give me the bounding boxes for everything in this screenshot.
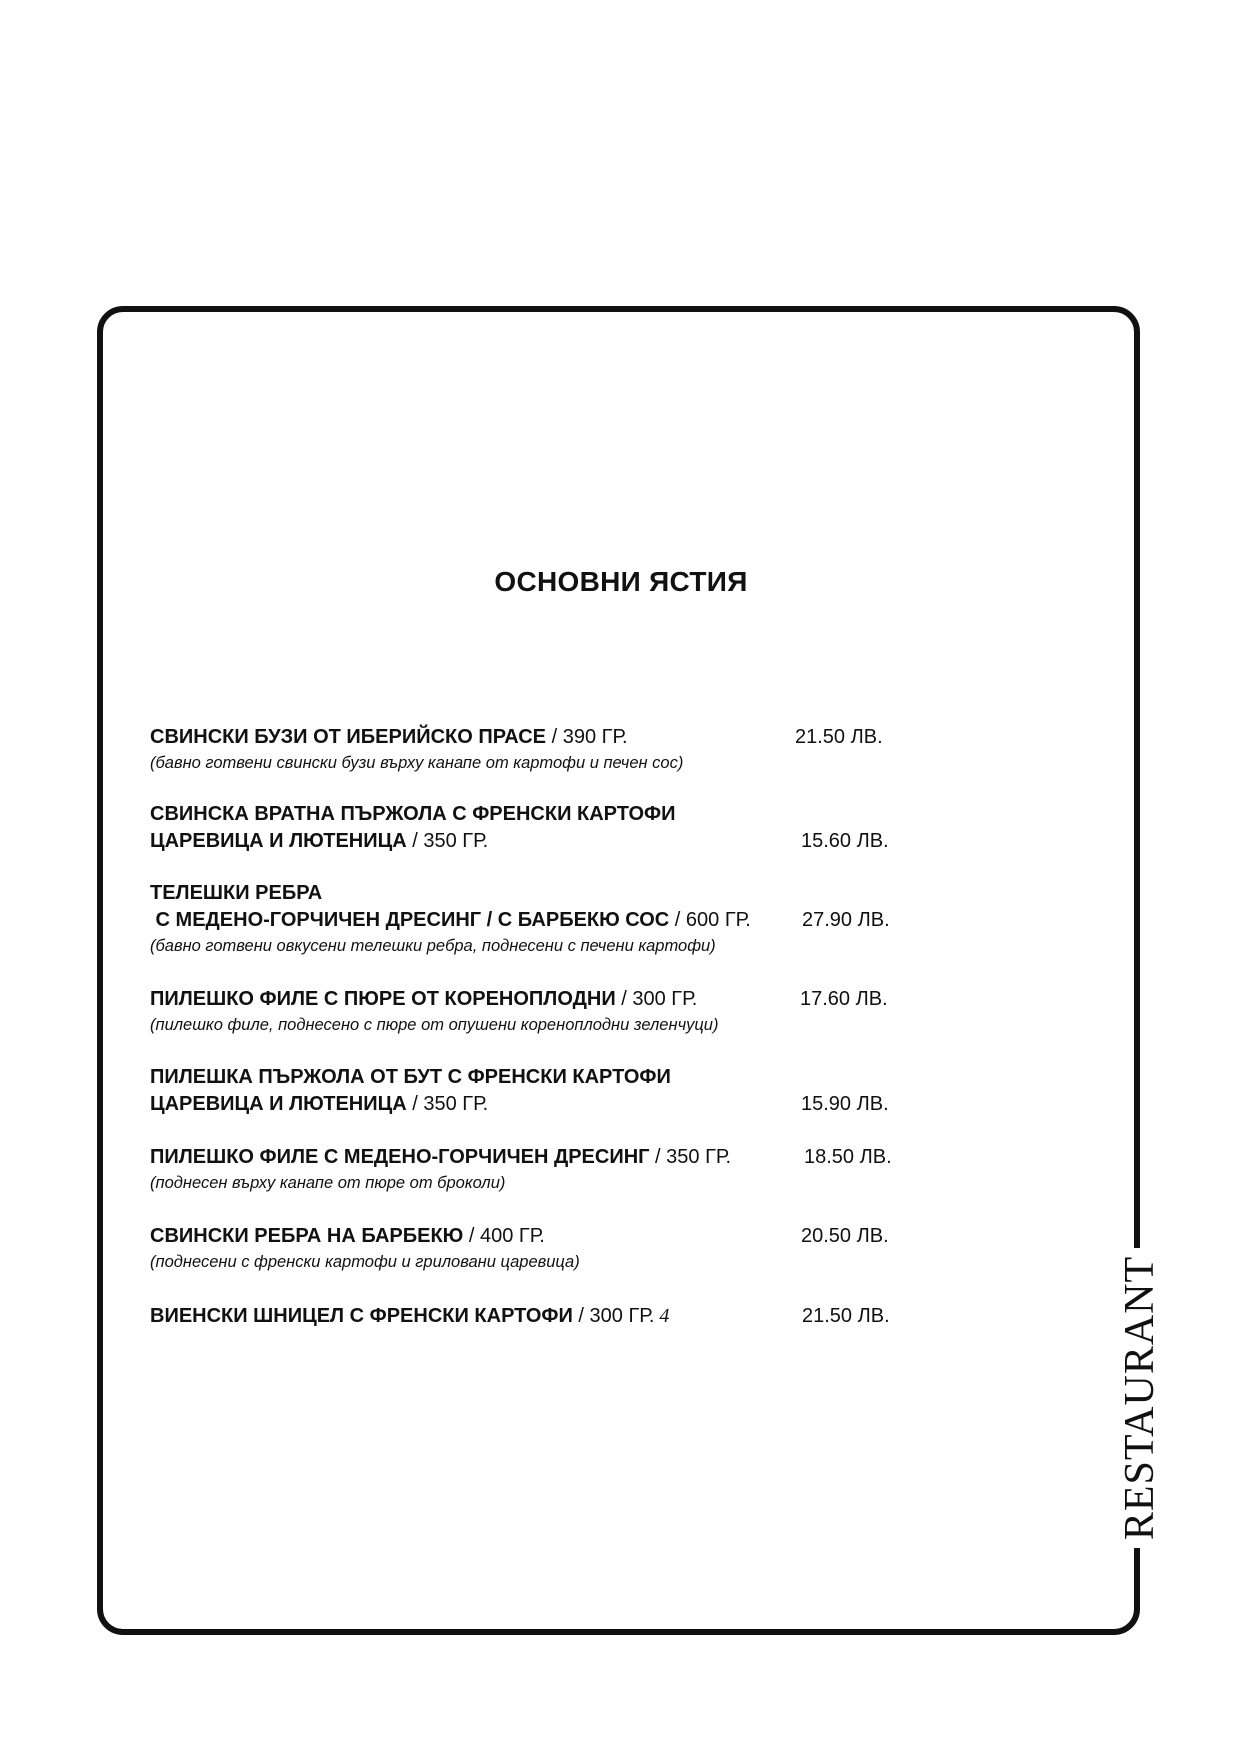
menu-item-line (150, 1303, 910, 1330)
menu-item-line (150, 907, 910, 934)
dish-description: (поднесени с френски картофи и гриловани царевица) (150, 1253, 580, 1271)
menu-item-line (150, 1091, 910, 1118)
dish-price: 21.50 ЛВ. (802, 1305, 890, 1327)
menu-item-line (150, 801, 910, 828)
dish-name: ПИЛЕШКА ПЪРЖОЛА ОТ БУТ С ФРЕНСКИ КАРТОФИ (150, 1066, 671, 1088)
dish-name: СВИНСКИ РЕБРА НА БАРБЕКЮ (150, 1225, 464, 1247)
dish-name: ТЕЛЕШКИ РЕБРА (150, 882, 323, 904)
menu-item (150, 801, 910, 855)
dish-name: ВИЕНСКИ ШНИЦЕЛ С ФРЕНСКИ КАРТОФИ (150, 1305, 573, 1327)
dish-weight: / 390 ГР. (546, 726, 628, 748)
dish-price: 21.50 ЛВ. (795, 726, 883, 748)
menu-item (150, 880, 910, 958)
menu-item-line (150, 880, 910, 907)
menu-item (150, 1303, 910, 1330)
dish-name: ПИЛЕШКО ФИЛЕ С МЕДЕНО-ГОРЧИЧЕН ДРЕСИНГ (150, 1146, 650, 1168)
dish-name: ПИЛЕШКО ФИЛЕ С ПЮРЕ ОТ КОРЕНОПЛОДНИ (150, 988, 616, 1010)
menu-item-line (150, 1144, 910, 1171)
dish-weight: / 300 ГР. (615, 988, 698, 1010)
dish-name: ЦАРЕВИЦА И ЛЮТЕНИЦА (150, 830, 407, 852)
dish-weight: / 350 ГР. (406, 1093, 489, 1115)
menu-item (150, 724, 910, 775)
dish-price: 15.60 ЛВ. (801, 830, 889, 852)
dish-price: 18.50 ЛВ. (804, 1146, 892, 1168)
dish-weight: / 400 ГР. (463, 1225, 545, 1247)
dish-description: (поднесен върху канапе от пюре от броколи) (150, 1174, 506, 1192)
dish-description: (бавно готвени овкусени телешки ребра, поднесени с печени картофи) (150, 937, 716, 955)
menu-item-line (150, 724, 910, 751)
menu-frame (97, 306, 1140, 1635)
menu-item (150, 986, 910, 1037)
dish-weight: / 350 ГР. (649, 1146, 732, 1168)
dish-name: С МЕДЕНО-ГОРЧИЧЕН ДРЕСИНГ / С БАРБЕКЮ СОС (150, 909, 670, 931)
menu-item-line (150, 828, 910, 855)
menu-item-line (150, 1223, 910, 1250)
menu-item-line (150, 1064, 910, 1091)
dish-weight: / 600 ГР. (669, 909, 751, 931)
dish-description: (пилешко филе, поднесено с пюре от опушени кореноплодни зеленчуци) (150, 1016, 719, 1034)
menu-item-line (150, 986, 910, 1013)
dish-price: 27.90 ЛВ. (802, 909, 890, 931)
dish-name: СВИНСКИ БУЗИ ОТ ИБЕРИЙСКО ПРАСЕ (150, 726, 547, 748)
dish-note: 4 (654, 1305, 670, 1327)
page-title: ОСНОВНИ ЯСТИЯ (494, 566, 748, 597)
dish-name: ЦАРЕВИЦА И ЛЮТЕНИЦА (150, 1093, 407, 1115)
restaurant-side-label: RESTAURANT (1117, 1255, 1163, 1541)
dish-price: 15.90 ЛВ. (801, 1093, 889, 1115)
dish-weight: / 350 ГР. (406, 830, 489, 852)
menu-item (150, 1223, 910, 1274)
menu-item (150, 1144, 910, 1195)
dish-description: (бавно готвени свински бузи върху канапе от картофи и печен сос) (150, 754, 684, 772)
dish-price: 17.60 ЛВ. (800, 988, 888, 1010)
menu-item (150, 1064, 910, 1118)
dish-name: СВИНСКА ВРАТНА ПЪРЖОЛА С ФРЕНСКИ КАРТОФИ (150, 803, 676, 825)
dish-weight: / 300 ГР. (572, 1305, 655, 1327)
dish-price: 20.50 ЛВ. (801, 1225, 889, 1247)
